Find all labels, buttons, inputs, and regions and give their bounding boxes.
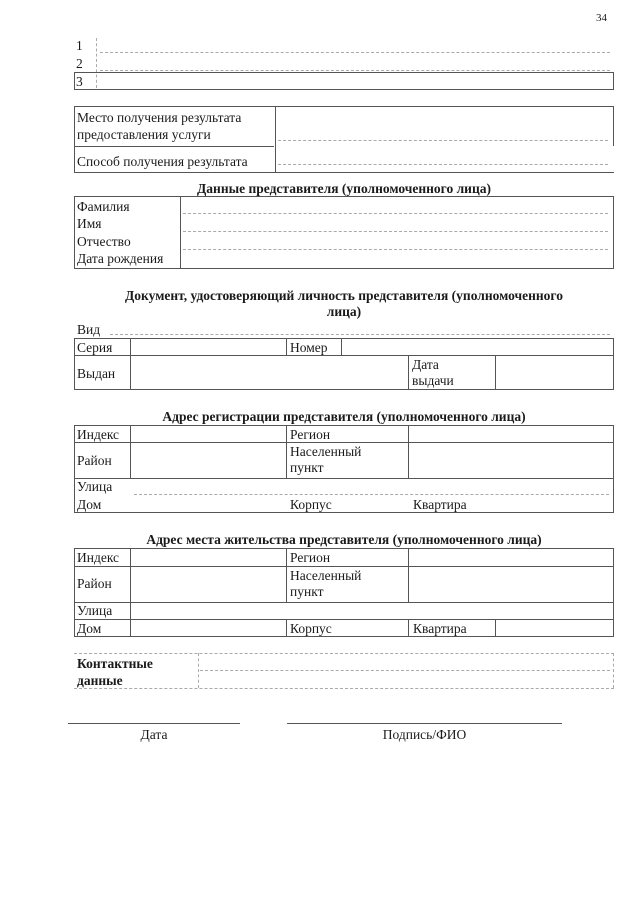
- reg-index-label: Индекс: [77, 427, 120, 442]
- birth-date-label: Дата рождения: [77, 251, 164, 266]
- rep-data-title: Данные представителя (уполномоченного лица): [197, 181, 491, 196]
- result-method-label: Способ получения результата: [77, 154, 248, 169]
- name-label: Имя: [77, 216, 102, 231]
- reg-street-label: Улица: [77, 479, 113, 494]
- row-divider: [96, 38, 97, 88]
- number-label: Номер: [290, 340, 328, 355]
- reg-region-label: Регион: [290, 427, 331, 442]
- date-line[interactable]: [68, 723, 240, 724]
- doc-type-field[interactable]: [110, 334, 610, 335]
- row-number-1: 1: [76, 38, 83, 53]
- row-1-field[interactable]: [100, 52, 610, 53]
- reg-house-label: Дом: [77, 497, 102, 512]
- live-district-label: Район: [77, 576, 112, 591]
- issued-by-label: Выдан: [77, 366, 116, 381]
- name-field[interactable]: [183, 231, 608, 232]
- live-index-label: Индекс: [77, 550, 120, 565]
- signature-caption: Подпись/ФИО: [382, 727, 467, 742]
- live-locality-label-cont: пункт: [290, 584, 324, 599]
- page-number: 34: [596, 12, 607, 24]
- doc-type-label: Вид: [77, 322, 101, 337]
- surname-label: Фамилия: [77, 199, 130, 214]
- reg-apartment-label: Квартира: [413, 497, 467, 512]
- live-building-label: Корпус: [290, 621, 332, 636]
- reg-locality-label-cont: пункт: [290, 460, 324, 475]
- result-place-label-cont: предоставления услуги: [77, 127, 211, 142]
- reg-locality-label: Населенный: [290, 444, 362, 459]
- result-place-label: Место получения результата: [77, 110, 242, 125]
- live-apartment-label: Квартира: [413, 621, 467, 636]
- contacts-field[interactable]: [200, 670, 610, 671]
- reg-street-field[interactable]: [134, 494, 609, 495]
- reg-building-label: Корпус: [290, 497, 332, 512]
- rep-doc-title-cont: лица): [326, 304, 362, 319]
- issue-date-label: Дата: [412, 357, 439, 372]
- signature-line[interactable]: [287, 723, 562, 724]
- live-house-label: Дом: [77, 621, 102, 636]
- row-number-2: 2: [76, 56, 83, 71]
- date-caption: Дата: [140, 727, 168, 742]
- reg-address-title: Адрес регистрации представителя (уполномоченного лица): [162, 409, 526, 424]
- live-locality-label: Населенный: [290, 568, 362, 583]
- live-address-title: Адрес места жительства представителя (уполномоченного лица): [146, 532, 542, 547]
- row-number-3: 3: [76, 74, 83, 89]
- patronymic-field[interactable]: [183, 249, 608, 250]
- series-label: Серия: [77, 340, 113, 355]
- surname-field[interactable]: [183, 213, 608, 214]
- result-place-field[interactable]: [278, 140, 608, 141]
- reg-district-label: Район: [77, 453, 112, 468]
- live-region-label: Регион: [290, 550, 331, 565]
- rep-doc-title: Документ, удостоверяющий личность представителя (уполномоченного: [125, 288, 563, 303]
- issue-date-label-cont: выдачи: [412, 373, 454, 388]
- patronymic-label: Отчество: [77, 234, 131, 249]
- live-street-label: Улица: [77, 603, 113, 618]
- row-2-field[interactable]: [100, 70, 610, 71]
- result-method-field[interactable]: [278, 164, 608, 165]
- contacts-label: Контактные: [77, 656, 153, 671]
- contacts-label-cont: данные: [77, 673, 123, 688]
